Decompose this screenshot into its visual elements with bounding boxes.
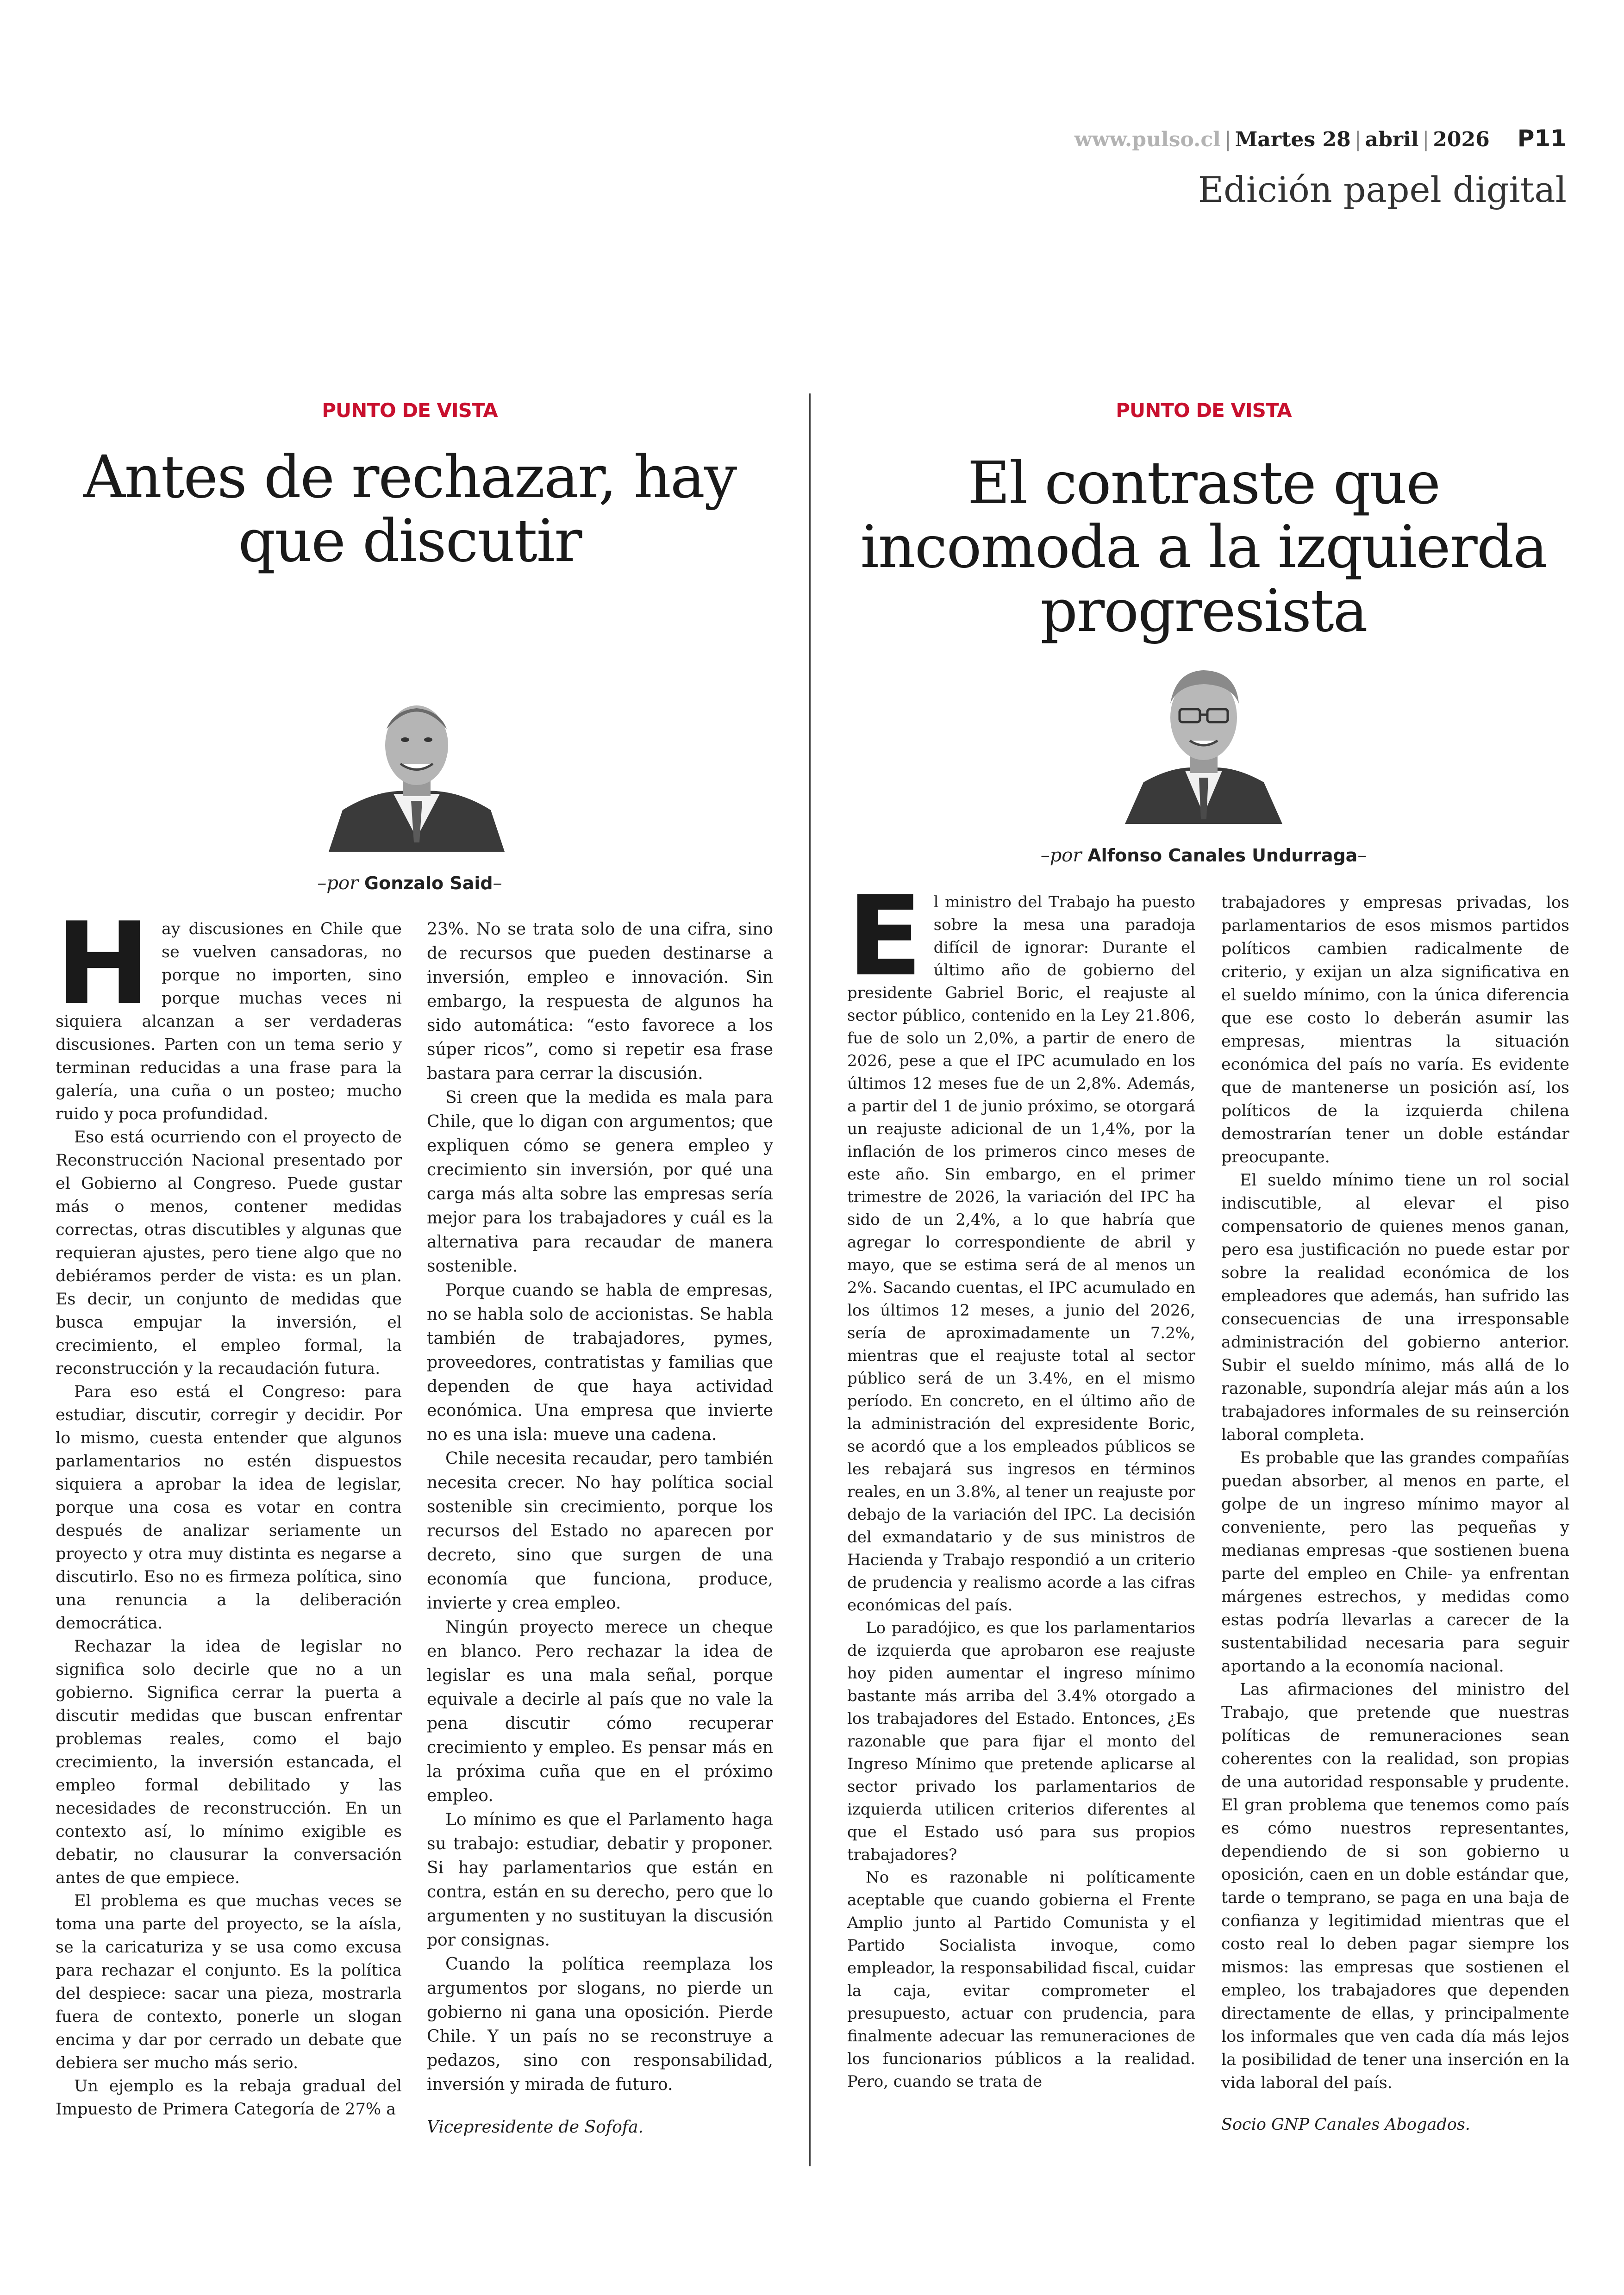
byline-suffix: – xyxy=(493,873,502,894)
author-signature: Vicepresidente de Sofofa. xyxy=(427,2118,643,2137)
kicker: PUNTO DE VISTA xyxy=(1116,399,1292,422)
author-portrait xyxy=(1116,648,1292,824)
article-title: El contraste que incomoda a la izquierda progresista xyxy=(860,449,1547,645)
paragraph: trabajadores y empresas privadas, los parlamentarios de esos mismos partidos políticos cambien radicalmente de criterio, y exijan un alza significativa en el sueldo mínimo, con la única diferencia que ese costo lo deberán asumir las empresas, mientras la situación económica del país no varía. Es evidente que de mantenerse un posición así, los políticos de la izquierda chilena demostrarían tener un doble estándar preocupante. xyxy=(1221,893,1569,1166)
paragraph: Rechazar la idea de legislar no significa solo decirle que no a un gobierno. Significa cerrar la puerta a discutir medidas que buscan enfrentar problemas reales, como el bajo crecimiento, la inversión estancada, el empleo formal debilitado y las necesidades de reconstrucción. En un contexto así, lo mínimo exigible es debatir, no clausurar la conversación antes de que empiece. xyxy=(56,1637,402,1887)
paragraph: Porque cuando se habla de empresas, no se habla solo de accionistas. Se habla también de trabajadores, pymes, proveedores, contratistas y familias que dependen de que haya actividad económica. Una empresa que invierte no es una isla: mueve una cadena. xyxy=(427,1281,773,1444)
paragraph: El problema es que muchas veces se toma una parte del proyecto, se la aísla, se la caricaturiza y se usa como excusa para rechazar el conjunto. Es la política del despiece: sacar una pieza, mostrarla fuera de contexto, ponerle un slogan encima y dar por cerrado un debate que debiera ser mucho más serio. xyxy=(56,1892,402,2072)
article-column-4 xyxy=(1221,891,1569,2169)
byline-prefix: –por xyxy=(1040,845,1082,866)
paragraph: Para eso está el Congreso: para estudiar, discutir, corregir y decidir. Por lo mismo, cuesta entender que algunos parlamentarios no estén dispuestos siquiera a aprobar la idea de legislar, porque una cosa es votar en contra después de analizar seriamente un proyecto y otra muy distinta es negarse a discutirlo. Eso no es firmeza política, sino una renuncia a la deliberación democrática. xyxy=(56,1383,402,1633)
paragraph: l ministro del Trabajo ha puesto sobre la mesa una paradoja difícil de ignorar: Durante el último año de gobierno del presidente Gabriel Boric, el reajuste al sector público, contenido en la Ley 21.806, fue de solo un 2,0%, a partir de enero de 2026, pese a que el IPC acumulado en los últimos 12 meses fue de un 2,8%. Además, a partir del 1 de junio próximo, se otorgará un reajuste adicional de un 1,4%, por la inflación de los primeros cinco meses de este año. Sin embargo, en el primer trimestre de 2026, la variación del IPC ha sido de un 2,4%, a lo que habría que agregar lo correspondiente de abril y mayo, que se estima será de al menos un 2%. Sacando cuentas, el IPC acumulado en los últimos 12 meses, a junio del 2026, sería de aproximadamente un 7.2%, mientras que el reajuste total al sector público será de un 3.4%, en el mismo período. En concreto, en el último año de la administración del expresidente Boric, se acordó que a los empleados públicos se les rebajará sus ingresos en términos reales, en un 3.8%, al tener un reajuste por debajo de la variación del IPC. La decisión del exmandatario y de sus ministros de Hacienda y Trabajo respondió a un criterio de prudencia y realismo acorde a las cifras económicas del país. xyxy=(847,893,1195,1615)
paragraph: Lo mínimo es que el Parlamento haga su trabajo: estudiar, debatir y proponer. Si hay parlamentarios que están en contra, están en su derecho, pero que lo argumenten y no sustituyan la discusión por consignas. xyxy=(427,1810,773,1950)
paragraph: Lo paradójico, es que los parlamentarios de izquierda que aprobaron ese reajuste hoy piden aumentar el ingreso mínimo bastante más arriba del 3.4% otorgado a los trabajadores del Estado. Entonces, ¿Es razonable que para fijar el monto del Ingreso Mínimo que pretende aplicarse al sector privado los parlamentarios de izquierda utilicen criterios diferentes al que el Estado usó para sus propios trabajadores? xyxy=(847,1619,1195,1864)
kicker: PUNTO DE VISTA xyxy=(322,399,498,422)
article-column-2 xyxy=(427,917,773,2167)
paragraph: ay discusiones en Chile que se vuelven cansadoras, no porque no importen, sino porque muchas veces ni siquiera alcanzan a ser verdaderas discusiones. Parten con un tema serio y terminan reducidas a una frase para la galería, una cuña o un posteo; mucho ruido y poca profundidad. xyxy=(56,920,402,1123)
author-signature: Socio GNP Canales Abogados. xyxy=(1221,2115,1470,2134)
date-year: 2026 xyxy=(1433,128,1490,151)
author-name: Alfonso Canales Undurraga xyxy=(1087,845,1358,866)
column-divider xyxy=(809,393,811,2166)
page-number: P11 xyxy=(1517,125,1567,152)
paragraph: Eso está ocurriendo con el proyecto de Reconstrucción Nacional presentado por el Gobierno al Congreso. Puede gustar más o menos, contener medidas correctas, otras discutibles y algunas que requieran ajustes, pero tiene algo que no debiéramos perder de vista: es un plan. Es decir, un conjunto de medidas que busca empujar la inversión, el crecimiento, el empleo formal, la reconstrucción y la recaudación futura. xyxy=(56,1128,402,1378)
edition-label: Edición papel digital xyxy=(1198,169,1567,210)
article-column-3 xyxy=(847,891,1195,2169)
paragraph: Si creen que la medida es mala para Chile, que lo digan con argumentos; que expliquen cómo se genera empleo y crecimiento sin inversión, por qué una carga más alta sobre las empresas sería mejor para los trabajadores y cuál es la alternativa para recaudar de manera sostenible. xyxy=(427,1088,773,1276)
paragraph: Chile necesita recaudar, pero también necesita crecer. No hay política social sostenible sin crecimiento, porque los recursos del Estado no aparecen por decreto, sino que surgen de una economía que funciona, produce, invierte y crea empleo. xyxy=(427,1449,773,1613)
separator: | xyxy=(1422,128,1430,151)
byline-suffix: – xyxy=(1357,845,1367,866)
article-column-1 xyxy=(56,917,402,2167)
separator: | xyxy=(1354,128,1362,151)
paragraph: No es razonable ni políticamente aceptable que cuando gobierna el Frente Amplio junto al Partido Comunista y el Partido Socialista invoque, como empleador, la responsabilidad fiscal, cuidar la caja, evitar comprometer el presupuesto, actuar con prudencia, para finalmente adecuar las remuneraciones de los funcionarios públicos a la realidad. Pero, cuando se trata de xyxy=(847,1868,1195,2091)
drop-cap: E xyxy=(847,891,923,1001)
paragraph: El sueldo mínimo tiene un rol social indiscutible, al elevar el piso compensatorio de quienes menos ganan, pero esa justificación no puede estar por sobre la realidad económica de los empleadores que además, han sufrido las consecuencias de una irresponsable administración del gobierno anterior. Subir el sueldo mínimo, más allá de lo razonable, supondría alejar más aún a los trabajadores informales de su reinserción laboral completa. xyxy=(1221,1171,1569,1444)
author-name: Gonzalo Said xyxy=(364,873,493,893)
author-portrait xyxy=(324,685,509,852)
date-month: abril xyxy=(1365,128,1419,151)
paragraph: Las afirmaciones del ministro del Trabajo, que pretende que nuestras políticas de remuneraciones sean coherentes con la realidad, son propias de una autoridad responsable y prudente. El gran problema que tenemos como país es cómo nuestros representantes, dependiendo de si son gobierno u oposición, caen en un doble estándar que, tarde o temprano, se paga en una baja de confianza y legitimidad mientras que el costo real lo deben pagar siempre los mismos: las empresas que sostienen el empleo, los trabajadores que dependen directamente de ellas, y principalmente los informales que ven cada día más lejos la posibilidad de tener una inserción en la vida laboral del país. xyxy=(1221,1680,1569,2092)
byline xyxy=(259,873,560,894)
paragraph: Es probable que las grandes compañías puedan absorber, al menos en parte, el golpe de un ingreso mínimo mayor al conveniente, pero las pequeñas y medianas empresas -que sostienen buena parte del empleo en Chile- ya enfrentan márgenes estrechos, y medidas como estas podría llevarlas a carecer de la sustentabilidad necesaria para seguir aportando a la economía nacional. xyxy=(1221,1449,1569,1676)
date-day: Martes 28 xyxy=(1235,128,1351,151)
article-title: Antes de rechazar, hay que discutir xyxy=(83,443,737,575)
byline-prefix: –por xyxy=(317,873,359,894)
paragraph: Cuando la política reemplaza los argumentos por slogans, no pierde un gobierno ni gana una oposición. Pierde Chile. Y un país no se reconstruye a pedazos, sino con responsabilidad, inversión y mirada de futuro. xyxy=(427,1955,773,2094)
byline xyxy=(1007,845,1400,866)
separator: | xyxy=(1224,128,1231,151)
site-url[interactable]: www.pulso.cl xyxy=(1074,128,1221,151)
paragraph: Un ejemplo es la rebaja gradual del Impuesto de Primera Categoría de 27% a xyxy=(56,2077,402,2119)
paragraph: 23%. No se trata solo de una cifra, sino de recursos que pueden destinarse a inversión, empleo e innovación. Sin embargo, la respuesta de algunos ha sido automática: “esto favorece a los súper ricos”, como si repetir esa frase bastara para cerrar la discusión. xyxy=(427,920,773,1083)
drop-cap: H xyxy=(56,917,151,1030)
paragraph: Ningún proyecto merece un cheque en blanco. Pero rechazar la idea de legislar es una mala señal, porque equivale a decirle al país que no vale la pena discutir cómo recuperar crecimiento y empleo. Es pensar más en la próxima cuña que en el próximo empleo. xyxy=(427,1618,773,1805)
masthead-line xyxy=(1074,125,1567,152)
